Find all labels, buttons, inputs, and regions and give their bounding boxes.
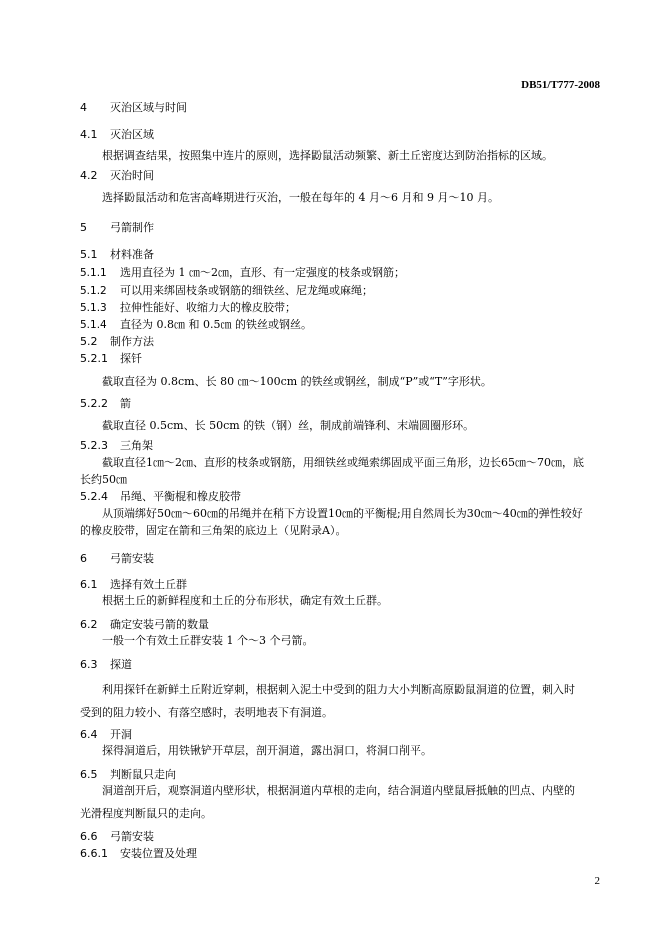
section-6-5-body-line1: 洞道剖开后，观察洞道内壁形状，根据洞道内草根的走向，结合洞道内壁鼠唇抵触的凹点、内壁的 (102, 784, 575, 797)
section-4-2-heading (80, 168, 154, 183)
item-text: 选用直径为 1 ㎝～2㎝，直形、有一定强度的枝条或钢筋； (120, 266, 405, 279)
list-item (80, 283, 373, 299)
section-6-1-heading (80, 577, 187, 592)
section-number: 5.2.4 (80, 490, 108, 503)
section-title: 选择有效土丘群 (110, 578, 187, 591)
section-6-2-heading (80, 617, 209, 632)
section-number: 6.4 (80, 728, 98, 741)
section-5-2-4-heading (80, 489, 241, 504)
section-4-heading (80, 100, 187, 115)
section-title: 箭 (120, 397, 131, 410)
section-number: 5.2.3 (80, 439, 108, 452)
section-number: 6.6 (80, 830, 98, 843)
section-title: 灭治区域 (110, 128, 154, 141)
section-6-1-body: 根据土丘的新鲜程度和土丘的分布形状，确定有效土丘群。 (102, 594, 388, 607)
section-title: 弓箭安装 (110, 552, 154, 565)
section-number: 6.2 (80, 618, 98, 631)
section-6-4-heading (80, 727, 132, 742)
section-number: 6.3 (80, 658, 98, 671)
item-number: 5.1.3 (80, 302, 107, 314)
section-5-2-heading (80, 334, 154, 349)
section-number: 5.2 (80, 335, 98, 348)
section-number: 5.1 (80, 248, 98, 261)
item-number: 5.1.2 (80, 285, 107, 297)
section-number: 5 (80, 221, 87, 234)
section-6-2-body: 一般一个有效土丘群安装 1 个～3 个弓箭。 (102, 634, 314, 647)
section-5-2-4-body-line1: 从顶端绑好50㎝～60㎝的吊绳并在稍下方设置10㎝的平衡棍;用自然周长为30㎝～40㎝的弹性较好 (102, 507, 583, 520)
section-5-2-3-heading (80, 438, 153, 453)
section-title: 灭治时间 (110, 169, 154, 182)
section-title: 开洞 (110, 728, 132, 741)
section-number: 4.1 (80, 128, 98, 141)
section-number: 6 (80, 552, 87, 565)
section-title: 弓箭安装 (110, 830, 154, 843)
section-6-3-body-line1: 利用探钎在新鲜土丘附近穿刺，根据刺入泥土中受到的阻力大小判断高原鼢鼠洞道的位置，刺入时 (102, 683, 575, 696)
section-6-3-heading (80, 657, 132, 672)
section-title: 探道 (110, 658, 132, 671)
section-title: 制作方法 (110, 335, 154, 348)
section-title: 确定安装弓箭的数量 (110, 618, 209, 631)
section-title: 弓箭制作 (110, 221, 154, 234)
section-title: 材料准备 (110, 248, 154, 261)
section-title: 三角架 (120, 439, 153, 452)
section-4-2-body: 选择鼢鼠活动和危害高峰期进行灭治，一般在每年的 4 月～6 月和 9 月～10 月。 (102, 191, 499, 204)
section-number: 6.6.1 (80, 847, 108, 860)
section-6-4-body: 探得洞道后，用铁锹铲开草层，剖开洞道，露出洞口，将洞口削平。 (102, 744, 432, 757)
section-6-heading (80, 551, 154, 566)
section-5-2-3-body-line2: 长约50㎝ (80, 473, 127, 486)
item-number: 5.1.1 (80, 267, 107, 279)
section-title: 安装位置及处理 (120, 847, 197, 860)
section-5-2-1-body: 截取直径为 0.8cm、长 80 ㎝～100cm 的铁丝或钢丝，制成“P”或“T”字形状。 (102, 375, 492, 388)
section-6-5-heading (80, 767, 176, 782)
section-5-2-2-heading (80, 396, 131, 411)
section-6-3-body-line2: 受到的阻力较小、有落空感时，表明地表下有洞道。 (80, 706, 333, 719)
list-item (80, 265, 405, 281)
section-4-1-body: 根据调查结果，按照集中连片的原则，选择鼢鼠活动频繁、新土丘密度达到防治指标的区域。 (102, 149, 553, 162)
section-number: 5.2.1 (80, 352, 108, 365)
section-title: 吊绳、平衡棍和橡皮胶带 (120, 490, 241, 503)
item-text: 直径为 0.8㎝ 和 0.5㎝ 的铁丝或钢丝。 (120, 318, 312, 331)
section-number: 4 (80, 101, 87, 114)
page-number: 2 (594, 875, 600, 887)
list-item (80, 317, 312, 333)
section-5-1-heading (80, 247, 154, 262)
section-5-2-1-heading (80, 351, 142, 366)
list-item (80, 300, 296, 316)
section-number: 6.5 (80, 768, 98, 781)
section-title: 探钎 (120, 352, 142, 365)
section-5-2-2-body: 截取直径 0.5cm、长 50cm 的铁（钢）丝，制成前端锋利、末端圆圈形环。 (102, 419, 475, 432)
section-title: 灭治区域与时间 (110, 101, 187, 114)
item-number: 5.1.4 (80, 319, 107, 331)
section-4-1-heading (80, 127, 154, 142)
section-number: 5.2.2 (80, 397, 108, 410)
section-6-5-body-line2: 光滑程度判断鼠只的走向。 (80, 807, 212, 820)
section-6-6-1-heading (80, 846, 197, 861)
section-5-heading (80, 220, 154, 235)
document-id-header: DB51/T777-2008 (521, 79, 600, 91)
item-text: 拉伸性能好、收缩力大的橡皮胶带； (120, 301, 296, 314)
section-6-6-heading (80, 829, 154, 844)
section-number: 6.1 (80, 578, 98, 591)
section-title: 判断鼠只走向 (110, 768, 176, 781)
section-5-2-3-body-line1: 截取直径1㎝～2㎝、直形的枝条或钢筋，用细铁丝或绳索绑固成平面三角形，边长65㎝～70㎝，底 (102, 456, 584, 469)
section-5-2-4-body-line2: 的橡皮胶带，固定在箭和三角架的底边上（见附录A）。 (80, 524, 347, 537)
section-number: 4.2 (80, 169, 98, 182)
item-text: 可以用来绑固枝条或钢筋的细铁丝、尼龙绳或麻绳； (120, 284, 373, 297)
